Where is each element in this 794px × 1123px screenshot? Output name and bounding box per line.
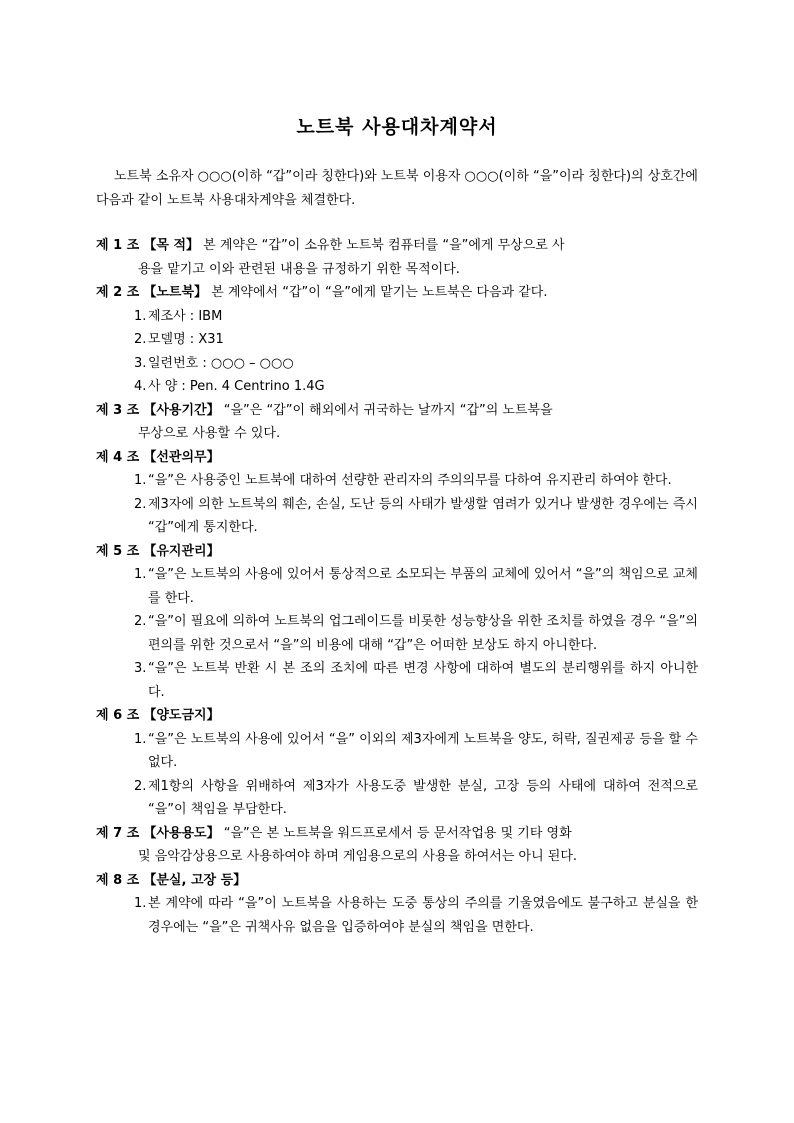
item-text: 모델명 : X31 — [148, 332, 224, 347]
article-number: 제 8 조 — [96, 872, 140, 888]
article-2 — [96, 281, 698, 399]
item-text: 제3자에 의한 노트북의 훼손, 손실, 도난 등의 사태가 발생할 염려가 있거나 발생한 경우에는 즉시 “갑”에게 통지한다. — [148, 496, 698, 535]
article-8-head — [96, 869, 698, 893]
list-item — [96, 563, 698, 610]
article-2-head — [96, 281, 698, 305]
list-item — [96, 775, 698, 822]
articles-section — [96, 234, 698, 939]
item-text: “을”은 노트북 반환 시 본 조의 조치에 따른 변경 사항에 대하여 별도의 분리행위를 하지 아니한다. — [148, 661, 698, 700]
article-continuation: 무상으로 사용할 수 있다. — [138, 426, 281, 441]
article-title: 【사용기간】 — [143, 402, 220, 418]
item-number: 2. — [134, 332, 147, 347]
article-4-items — [96, 469, 698, 540]
article-8-items — [96, 892, 698, 939]
article-4-head — [96, 446, 698, 470]
article-number: 제 1 조 — [96, 238, 140, 253]
article-text: 본 계약은 “갑”이 소유한 노트북 컴퓨터를 “을”에게 무상으로 사 — [203, 238, 565, 253]
item-text: 제1항의 사항을 위배하여 제3자가 사용도중 발생한 분실, 고장 등의 사태에 대하여 전적으로 “을”이 책임을 부담한다. — [148, 778, 698, 817]
item-text: 일련번호 : ○○○ – ○○○ — [148, 355, 294, 371]
article-text: “을”은 본 노트북을 워드프로세서 등 문서작업용 및 기타 영화 — [223, 825, 572, 841]
article-continuation: 및 음악감상용으로 사용하여야 하며 게임용으로의 사용을 하여서는 아니 된다. — [138, 849, 578, 864]
article-title: 【분실, 고장 등】 — [143, 872, 247, 888]
item-text: 사 양 : Pen. 4 Centrino 1.4G — [148, 379, 325, 394]
item-text: 제조사 : IBM — [148, 308, 223, 324]
document-title: 노트북 사용대차계약서 — [296, 116, 498, 138]
item-text: “을”은 노트북의 사용에 있어서 “을” 이외의 제3자에게 노트북을 양도, 허락, 질권제공 등을 할 수 없다. — [148, 731, 698, 770]
article-6 — [96, 704, 698, 822]
list-item — [96, 657, 698, 704]
item-number: 1. — [134, 731, 147, 747]
item-text: “을”이 필요에 의하여 노트북의 업그레이드를 비롯한 성능향상을 위한 조치를 하였을 경우 “을”의 편의를 위한 것으로서 “을”의 비용에 대해 “갑”은 어떠한 보상도 하지 아니한다. — [148, 614, 698, 653]
item-number: 1. — [134, 896, 147, 911]
article-title: 【선관의무】 — [143, 449, 220, 465]
list-item — [96, 728, 698, 775]
article-title: 【노트북】 — [143, 285, 208, 300]
article-3 — [96, 399, 698, 446]
article-8 — [96, 869, 698, 940]
item-text: “을”은 사용중인 노트북에 대하여 선량한 관리자의 주의의무를 다하여 유지관리 하여야 한다. — [148, 473, 672, 488]
item-text: 본 계약에 따라 “을”이 노트북을 사용하는 도중 통상의 주의를 기울였음에도 불구하고 분실을 한 경우에는 “을”은 귀책사유 없음을 입증하여야 분실의 책임을 면한다. — [148, 896, 698, 935]
item-number: 1. — [134, 473, 147, 488]
item-number: 3. — [134, 661, 147, 676]
item-number: 1. — [134, 567, 147, 582]
article-6-items — [96, 728, 698, 822]
article-7-head — [96, 822, 698, 846]
list-item — [96, 352, 698, 376]
article-number: 제 3 조 — [96, 402, 140, 418]
article-5 — [96, 540, 698, 705]
item-number: 1. — [134, 308, 147, 324]
article-number: 제 2 조 — [96, 285, 140, 300]
article-5-head — [96, 540, 698, 564]
item-number: 2. — [134, 496, 147, 512]
list-item — [96, 493, 698, 540]
intro-paragraph: 노트북 소유자 ○○○(이하 “갑”이라 칭한다)와 노트북 이용자 ○○○(이하 “을”이라 칭한다)의 상호간에 다음과 같이 노트북 사용대차계약을 체결한다. — [96, 169, 698, 208]
article-2-items — [96, 305, 698, 399]
article-7 — [96, 822, 698, 869]
article-1 — [96, 234, 698, 281]
list-item — [96, 375, 698, 399]
article-title: 【사용용도】 — [143, 825, 220, 841]
article-4 — [96, 446, 698, 540]
list-item — [96, 610, 698, 657]
article-number: 제 6 조 — [96, 708, 140, 723]
list-item — [96, 469, 698, 493]
article-title: 【양도금지】 — [143, 708, 220, 723]
article-5-items — [96, 563, 698, 704]
article-title: 【목 적】 — [143, 238, 200, 253]
article-number: 제 5 조 — [96, 543, 140, 559]
article-text: 본 계약에서 “갑”이 “을”에게 맡기는 노트북은 다음과 같다. — [211, 285, 548, 300]
article-title: 【유지관리】 — [143, 543, 220, 559]
list-item — [96, 305, 698, 329]
list-item — [96, 328, 698, 352]
item-number: 2. — [134, 614, 147, 629]
article-text: “을”은 “갑”이 해외에서 귀국하는 날까지 “갑”의 노트북을 — [223, 402, 553, 418]
article-number: 제 7 조 — [96, 825, 140, 841]
article-3-head — [96, 399, 698, 423]
item-number: 2. — [134, 778, 147, 794]
list-item — [96, 892, 698, 939]
article-number: 제 4 조 — [96, 449, 140, 465]
item-number: 3. — [134, 355, 147, 371]
item-text: “을”은 노트북의 사용에 있어서 통상적으로 소모되는 부품의 교체에 있어서 “을”의 책임으로 교체를 한다. — [148, 567, 698, 606]
article-1-head — [96, 234, 698, 258]
article-continuation: 용을 맡기고 이와 관련된 내용을 규정하기 위한 목적이다. — [138, 261, 460, 277]
article-6-head — [96, 704, 698, 728]
item-number: 4. — [134, 379, 147, 394]
